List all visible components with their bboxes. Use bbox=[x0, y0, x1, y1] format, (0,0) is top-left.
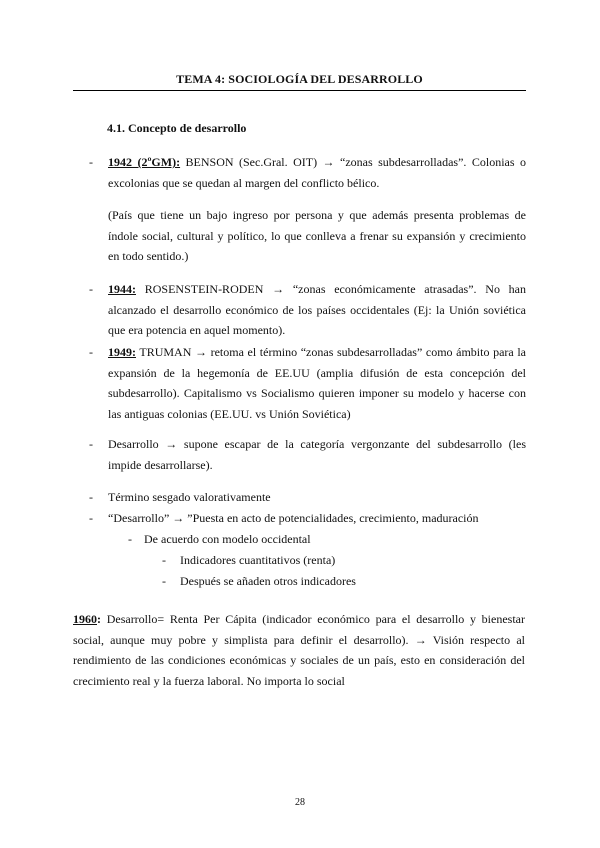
bullet-dash: - bbox=[89, 282, 93, 296]
bullet-dash: - bbox=[89, 511, 93, 525]
section-title: 4.1. Concepto de desarrollo bbox=[107, 121, 247, 135]
item-text-line: alcanzado el desarrollo económico de los países occidentales (Ej: la Unión soviética bbox=[108, 302, 526, 317]
note-text-line: índole social, cultural y político, lo que conlleva a frenar su expansión y crecimiento bbox=[108, 228, 526, 243]
list-item-1949 bbox=[108, 342, 526, 424]
sub-sub-item-indicadores: Indicadores cuantitativos (renta) bbox=[180, 553, 336, 567]
sub-sub-item-otros-indicadores: Después se añaden otros indicadores bbox=[180, 574, 356, 588]
page-number: 28 bbox=[295, 797, 305, 808]
list-item-sesgado: Término sesgado valorativamente bbox=[108, 490, 271, 504]
item-text-line: TRUMAN → retoma el término “zonas subdesarrolladas” como ámbito para la bbox=[136, 345, 526, 359]
year-colon: : bbox=[97, 612, 101, 626]
page-header-title: TEMA 4: SOCIOLOGÍA DEL DESARROLLO bbox=[176, 72, 423, 86]
bullet-dash: - bbox=[89, 490, 93, 504]
item-text-line: las antiguas colonias (EE.UU. vs Unión Soviética) bbox=[108, 406, 351, 421]
bullet-dash: - bbox=[89, 155, 93, 169]
paragraph-text-line: Desarrollo= Renta Per Cápita (indicador económico para el desarrollo y bienestar bbox=[101, 612, 525, 626]
year-label: 1942 (2ºGM): bbox=[108, 155, 181, 169]
item-text-line: excolonias que se quedan al margen del conflicto bélico. bbox=[108, 175, 380, 190]
year-label: 1944: bbox=[108, 282, 136, 296]
paragraph-text-line: social, aunque muy pobre y simplista para definir el desarrollo). → Visión respecto al bbox=[73, 632, 525, 647]
sub-item-modelo-occidental: De acuerdo con modelo occidental bbox=[144, 532, 311, 546]
year-label: 1960 bbox=[73, 612, 97, 626]
item-text-line: subdesarrollo). Capitalismo vs Socialismo quieren imponer su modelo y hacerse con bbox=[108, 386, 526, 400]
paragraph-text-line: crecimiento real y la fuerza laboral. No importa lo social bbox=[73, 673, 345, 688]
header-rule bbox=[73, 90, 526, 91]
item-text-line: que era potencia en aquel momento). bbox=[108, 323, 286, 337]
paragraph-1960 bbox=[73, 609, 525, 691]
paragraph-text-line: rendimiento de las condiciones económicas y sociales de un país, esto en consideración del bbox=[73, 653, 525, 667]
year-label: 1949: bbox=[108, 345, 136, 359]
list-item-1944 bbox=[108, 279, 526, 341]
list-item-definicion: “Desarrollo” → ”Puesta en acto de potencialidades, crecimiento, maduración bbox=[108, 511, 479, 525]
item-text-line: expansión de la hegemonía de EE.UU (amplia difusión de esta concepción del bbox=[108, 365, 526, 380]
note-text-line: (País que tiene un bajo ingreso por persona y que además presenta problemas de bbox=[108, 208, 526, 222]
note-paragraph bbox=[108, 205, 526, 267]
bullet-dash: - bbox=[89, 345, 93, 359]
list-item-desarrollo bbox=[108, 434, 526, 475]
item-text-line: impide desarrollarse). bbox=[108, 457, 213, 472]
sub-sub-bullet-dash: - bbox=[162, 574, 166, 588]
item-text-line: BENSON (Sec.Gral. OIT) → “zonas subdesarrolladas”. Colonias o bbox=[180, 155, 527, 169]
bullet-dash: - bbox=[89, 437, 93, 451]
list-item-1942 bbox=[108, 152, 526, 193]
sub-sub-bullet-dash: - bbox=[162, 553, 166, 567]
item-text-line: ROSENSTEIN-RODEN → “zonas económicamente atrasadas”. No han bbox=[136, 282, 526, 296]
sub-bullet-dash: - bbox=[128, 532, 132, 546]
note-text-line: en todo sentido.) bbox=[108, 249, 189, 263]
item-text-line: Desarrollo → supone escapar de la categoría vergonzante del subdesarrollo (les bbox=[108, 437, 526, 451]
